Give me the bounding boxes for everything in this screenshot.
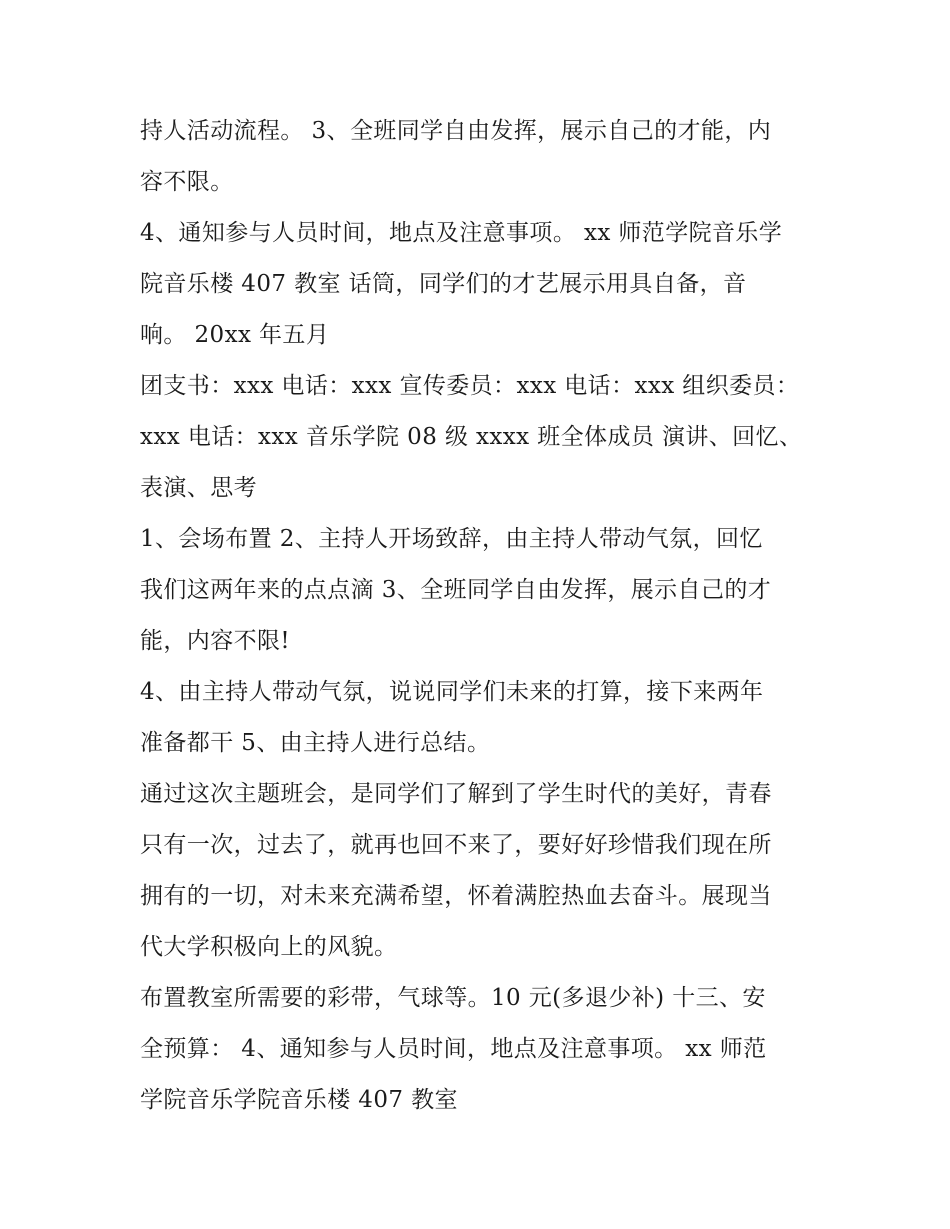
text-line: 容不限。 [140,169,234,195]
text-line: 团支书：xxx 电话：xxx 宣传委员：xxx 电话：xxx 组织委员： [140,373,800,399]
text-line: 1、会场布置 2、主持人开场致辞，由主持人带动气氛，回忆 [140,526,763,552]
body-text [140,106,820,1126]
text-line: 全预算： 4、通知参与人员时间，地点及注意事项。 xx 师范 [140,1036,767,1062]
text-line: 能，内容不限! [140,628,291,654]
text-line: 响。 20xx 年五月 [140,322,330,348]
text-line: 代大学积极向上的风貌。 [140,934,398,960]
text-line: 学院音乐学院音乐楼 407 教室 [140,1087,458,1113]
text-line: 通过这次主题班会，是同学们了解到了学生时代的美好，青春 [140,781,772,807]
text-line: 表演、思考 [140,475,257,501]
text-line: xxx 电话：xxx 音乐学院 08 级 xxxx 班全体成员 演讲、回忆、 [140,424,803,450]
text-line: 拥有的一切，对未来充满希望，怀着满腔热血去奋斗。展现当 [140,883,772,909]
text-line: 院音乐楼 407 教室 话筒，同学们的才艺展示用具自备，音 [140,271,747,297]
text-line: 4、由主持人带动气氛，说说同学们未来的打算，接下来两年 [140,679,764,705]
text-line: 我们这两年来的点点滴 3、全班同学自由发挥，展示自己的才 [140,577,772,603]
text-line: 只有一次，过去了，就再也回不来了，要好好珍惜我们现在所 [140,832,772,858]
text-line: 持人活动流程。 3、全班同学自由发挥，展示自己的才能，内 [140,118,772,144]
text-line: 4、通知参与人员时间，地点及注意事项。 xx 师范学院音乐学 [140,220,783,246]
text-line: 布置教室所需要的彩带，气球等。10 元(多退少补) 十三、安 [140,985,766,1011]
text-line: 准备都干 5、由主持人进行总结。 [140,730,491,756]
